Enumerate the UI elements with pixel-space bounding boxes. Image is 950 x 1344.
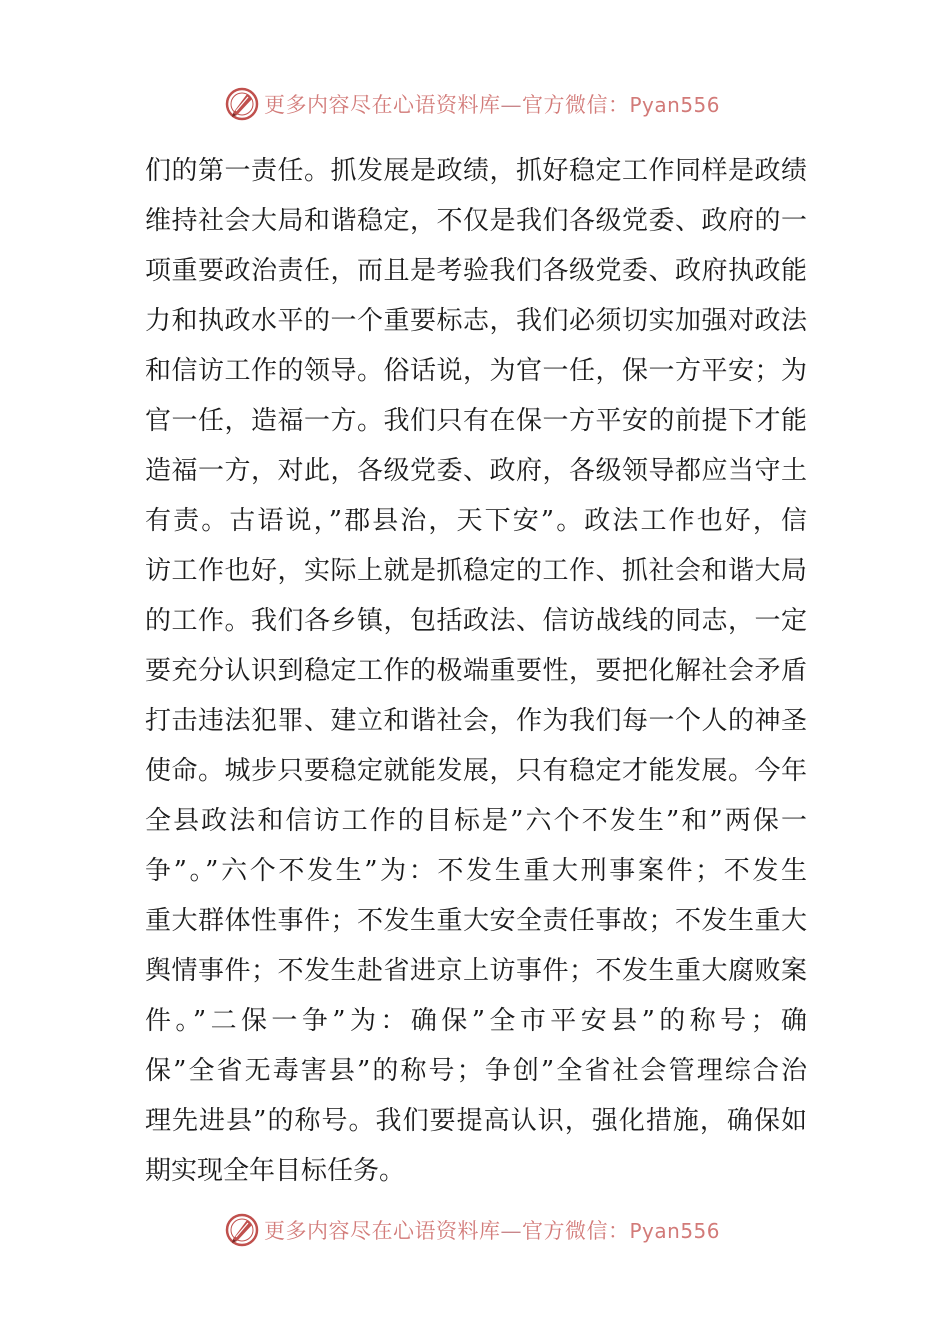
watermark-main-text: 更多内容尽在心语资料库 [264, 1219, 501, 1243]
text-line: 和信访工作的领导。俗话说，为官一任，保一方平安；为 [145, 356, 807, 386]
text-line: 保”全省无毒害县”的称号；争创”全省社会管理综合治 [145, 1056, 807, 1086]
header-watermark [224, 84, 744, 124]
watermark-handle: Pyan556 [629, 1219, 721, 1243]
text-line: 重大群体性事件；不发生重大安全责任事故；不发生重大 [145, 906, 807, 936]
text-line: 造福一方，对此，各级党委、政府，各级领导都应当守土 [145, 456, 807, 486]
text-line: 舆情事件；不发生赴省进京上访事件；不发生重大腐败案 [145, 956, 807, 986]
text-line: 期实现全年目标任务。 [145, 1156, 406, 1186]
text-line: 项重要政治责任，而且是考验我们各级党委、政府执政能 [145, 256, 807, 286]
text-line: 争”。”六个不发生”为：不发生重大刑事案件；不发生 [145, 856, 807, 886]
watermark-main-text: 更多内容尽在心语资料库 [264, 93, 501, 117]
text-line: 理先进县”的称号。我们要提高认识，强化措施，确保如 [145, 1106, 807, 1136]
text-line: 们的第一责任。抓发展是政绩，抓好稳定工作同样是政绩 [145, 156, 807, 186]
text-line: 力和执政水平的一个重要标志，我们必须切实加强对政法 [145, 306, 807, 336]
pen-logo-icon [224, 1212, 260, 1248]
watermark-wechat-label: 官方微信： [522, 93, 630, 117]
watermark-separator: — [500, 1219, 522, 1243]
text-line: 维持社会大局和谐稳定，不仅是我们各级党委、政府的一 [145, 206, 807, 236]
text-line: 访工作也好，实际上就是抓稳定的工作、抓社会和谐大局 [145, 556, 807, 586]
watermark-handle: Pyan556 [629, 93, 721, 117]
body-paragraph [145, 146, 807, 1196]
text-line: 官一任，造福一方。我们只有在保一方平安的前提下才能 [145, 406, 807, 436]
pen-logo-icon [224, 86, 260, 122]
text-line: 全县政法和信访工作的目标是”六个不发生”和”两保一 [145, 806, 807, 836]
watermark-text [264, 89, 720, 119]
watermark-text [264, 1215, 720, 1245]
text-line: 有责。古语说，”郡县治，天下安”。政法工作也好，信 [145, 506, 807, 536]
text-line: 件。”二保一争”为：确保”全市平安县”的称号；确 [145, 1006, 807, 1036]
text-line: 的工作。我们各乡镇，包括政法、信访战线的同志，一定 [145, 606, 807, 636]
text-line: 打击违法犯罪、建立和谐社会，作为我们每一个人的神圣 [145, 706, 807, 736]
watermark-wechat-label: 官方微信： [522, 1219, 630, 1243]
text-line: 要充分认识到稳定工作的极端重要性，要把化解社会矛盾 [145, 656, 807, 686]
footer-watermark [224, 1210, 744, 1250]
text-line: 使命。城步只要稳定就能发展，只有稳定才能发展。今年 [145, 756, 807, 786]
watermark-separator: — [500, 93, 522, 117]
